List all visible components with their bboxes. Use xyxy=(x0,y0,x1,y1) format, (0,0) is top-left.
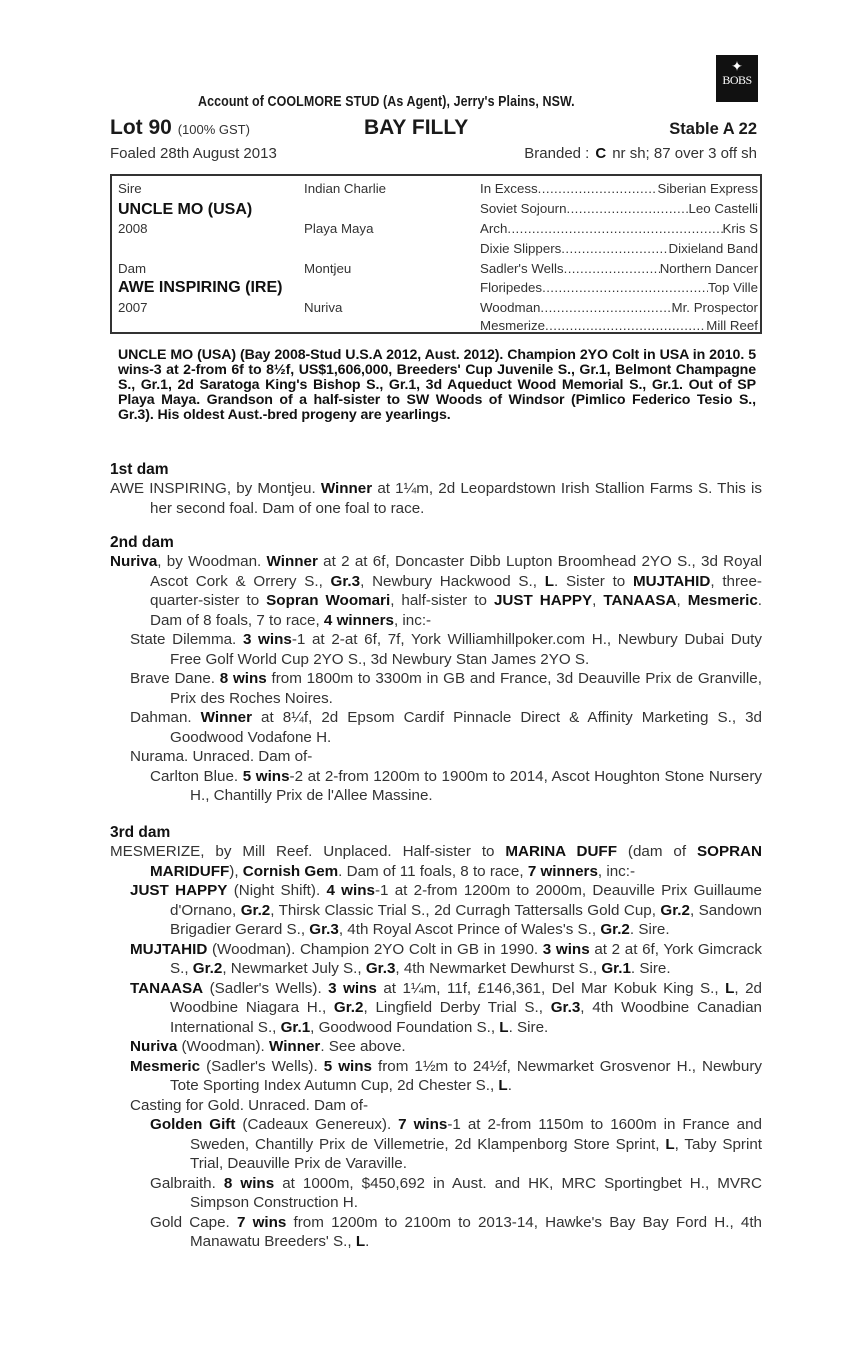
bold-text: MARINA DUFF xyxy=(505,843,617,860)
brand-text: nr sh; 87 over 3 off sh xyxy=(612,145,757,162)
leader-dots xyxy=(507,221,722,236)
bold-text: Gr.2 xyxy=(333,999,364,1016)
text: Brave Dane. xyxy=(130,670,220,687)
text: at 2 at 6f, York Gimcrack S., xyxy=(170,940,762,977)
grand-left: Sadler's Wells xyxy=(480,261,564,276)
bold-text: SOPRAN MARIDUFF xyxy=(150,843,762,880)
text: . Sire. xyxy=(508,1018,549,1036)
grand-right: Kris S xyxy=(722,221,758,236)
leader-dots xyxy=(566,201,688,216)
bold-text: MUJTAHID xyxy=(130,940,208,958)
grand-right: Northern Dancer xyxy=(659,261,758,276)
text: , Newmarket July S., xyxy=(222,960,366,977)
bold-text: 4 wins xyxy=(326,882,375,899)
sire-dam: Playa Maya xyxy=(304,221,374,236)
dam-paragraph xyxy=(110,479,762,518)
text: . xyxy=(365,1233,370,1250)
text: (Cadeaux Genereux). xyxy=(235,1116,399,1133)
text: Gold Cape. xyxy=(150,1213,237,1231)
dam-name: AWE INSPIRING (IRE) xyxy=(118,279,283,296)
bold-text: Winner xyxy=(200,709,253,726)
gst-note: (100% GST) xyxy=(177,122,250,137)
progeny-entry xyxy=(110,1096,762,1116)
grandparent-row xyxy=(480,261,758,276)
bold-text: Gr.2 xyxy=(600,921,630,938)
bold-text: JUST HAPPY xyxy=(130,882,228,899)
bold-text: TANAASA xyxy=(130,979,204,997)
progeny-entry xyxy=(110,669,762,708)
bold-text: Winner xyxy=(320,480,373,497)
progeny-entry xyxy=(110,940,762,979)
grand-right: Leo Castelli xyxy=(688,201,758,216)
grand-progeny-entry xyxy=(110,1213,762,1252)
text: , Lingfield Derby Trial S., xyxy=(363,999,551,1016)
bold-text: Gr.3 xyxy=(330,572,361,590)
grandparent-row xyxy=(480,241,758,256)
text: from 1800m to 3300m in GB and France, 3d Deauville Prix de Granville, Prix des Roches Noires. xyxy=(170,670,762,707)
leader-dots xyxy=(542,280,708,295)
grand-left: Arch xyxy=(480,221,508,236)
horse-description: BAY FILLY xyxy=(364,116,469,139)
text: Galbraith. xyxy=(150,1174,224,1192)
bold-text: 5 wins xyxy=(242,767,290,785)
sire-label: Sire xyxy=(118,181,142,196)
stable-location: Stable A 22 xyxy=(669,120,757,138)
text: , Thirsk Classic Trial S., 2d Curragh Tattersalls Gold Cup, xyxy=(270,901,661,919)
grand-right: Siberian Express xyxy=(657,181,758,196)
dam-sire: Montjeu xyxy=(304,261,352,276)
text: , Taby Sprint Trial, Deauville Prix de Varaville. xyxy=(190,1135,763,1172)
grand-progeny-entry xyxy=(110,1115,762,1174)
logo-name: BOBS xyxy=(722,73,752,87)
grandparent-row xyxy=(480,181,758,196)
bird-icon: ✦ xyxy=(731,58,743,74)
sire-name: UNCLE MO (USA) xyxy=(118,201,253,218)
section-heading: 2nd dam xyxy=(110,534,174,551)
grand-left: Floripedes xyxy=(480,280,543,295)
section-heading: 1st dam xyxy=(110,461,169,478)
leader-dots xyxy=(561,241,668,256)
grand-left: Mesmerize xyxy=(480,318,546,333)
bold-text: Golden Gift xyxy=(150,1116,236,1133)
text: State Dilemma. xyxy=(130,631,243,648)
text: , by Woodman. xyxy=(157,553,267,570)
text: . Sire. xyxy=(629,921,670,938)
first-dam-section xyxy=(110,460,762,518)
bold-text: Nuriva xyxy=(130,1038,178,1055)
sire-summary: UNCLE MO (USA) (Bay 2008-Stud U.S.A 2012, Aust. 2012). Champion 2YO Colt in USA in 2010. 5 wins-3 at 2-from 6f to 8½f, US$1,606,000, Breeders' Cup Juvenile S., Gr.1, Belmont Champagne S., Gr.1, 2d Saratoga King's Bishop S., Gr.1, 3d Aqueduct Wood Memorial S., Gr.1. Out of SP Playa Maya. Grandson of a half-sister to SW Woods of Windsor (Pimlico Federico Tesio S., Gr.3). His oldest Aust.-bred progeny are yearlings. xyxy=(118,347,756,423)
text: AWE INSPIRING, by Montjeu. xyxy=(110,480,321,497)
bold-text: Gr.2 xyxy=(240,901,271,919)
bold-text: 5 wins xyxy=(323,1057,372,1075)
bold-text: L xyxy=(544,572,555,590)
text: . Sire. xyxy=(630,960,671,977)
grandparent-row xyxy=(480,221,758,236)
bold-text: 7 wins xyxy=(398,1116,448,1133)
text: , Goodwood Foundation S., xyxy=(310,1018,500,1036)
bold-text: L xyxy=(725,979,735,997)
text: (Woodman). xyxy=(177,1038,269,1055)
grand-left: Woodman xyxy=(480,300,541,315)
text: . Sister to xyxy=(554,572,633,590)
grand-left: In Excess xyxy=(480,181,538,196)
text: , 4th Royal Ascot Prince of Wales's S., xyxy=(338,921,601,938)
text: at 1¼m, 2d Leopardstown Irish Stallion Farms S. This is her second foal. Dam of one foal to race. xyxy=(150,480,762,517)
grand-progeny-entry xyxy=(110,1174,762,1213)
lot-header xyxy=(110,116,762,140)
grand-right: Mill Reef xyxy=(706,318,758,333)
branding-info xyxy=(524,145,757,162)
text: , Sandown Brigadier Gerard S., xyxy=(170,901,762,938)
text: ), xyxy=(229,862,243,880)
text: -1 at 2-from 1200m to 2000m, Deauville Prix Guillaume d'Ornano, xyxy=(170,882,762,919)
text: Nurama. Unraced. Dam of- xyxy=(130,748,313,765)
bold-text: Winner xyxy=(266,553,318,570)
lot-label: Lot 90 xyxy=(110,116,172,139)
text: -1 at 2-at 6f, 7f, York Williamhillpoker.com H., Newbury Dubai Duty Free Golf World Cup 2YO S., 3d Newbury Stan James 2YO S. xyxy=(170,631,762,668)
grand-right: Top Ville xyxy=(707,280,758,295)
text: , 4th Newmarket Dewhurst S., xyxy=(395,960,602,977)
text: Dahman. xyxy=(130,709,201,726)
bold-text: 3 wins xyxy=(542,940,590,958)
text: -1 at 2-from 1150m to 1600m in France and Sweden, Chantilly Prix de Villemetrie, 2d Klampenborg Store Sprint, xyxy=(190,1116,762,1153)
bold-text: 7 winners xyxy=(527,862,598,880)
sire-year: 2008 xyxy=(118,221,148,236)
bold-text: 7 wins xyxy=(236,1213,287,1231)
brand-mark: C xyxy=(595,145,607,162)
text: Carlton Blue. xyxy=(150,767,243,785)
dam-year: 2007 xyxy=(118,300,148,315)
bold-text: Gr.2 xyxy=(192,960,223,977)
text: at 2 at 6f, Doncaster Dibb Lupton Broomhead 2YO S., 3d Royal Ascot Cork & Orrery S., xyxy=(150,553,762,590)
progeny-entry xyxy=(110,747,762,767)
second-dam-section xyxy=(110,533,762,806)
bold-text: Mesmeric xyxy=(130,1057,201,1075)
text: , inc:- xyxy=(393,611,432,629)
bold-text: TANAASA xyxy=(603,592,677,609)
dam-dam: Nuriva xyxy=(304,300,343,315)
leader-dots xyxy=(545,318,706,333)
text: MESMERIZE, by Mill Reef. Unplaced. Half-sister to xyxy=(110,843,506,860)
bold-text: Gr.3 xyxy=(365,960,396,977)
bold-text: 8 wins xyxy=(223,1174,275,1192)
grandparent-row xyxy=(480,201,758,216)
grand-left: Soviet Sojourn xyxy=(480,201,567,216)
text: from 1200m to 2100m to 2013-14, Hawke's Bay Bay Ford H., 4th Manawatu Breeders' S., xyxy=(190,1213,762,1250)
text: , half-sister to xyxy=(390,592,494,609)
leader-dots xyxy=(540,300,671,315)
section-heading: 3rd dam xyxy=(110,824,171,841)
leader-dots xyxy=(564,261,660,276)
grand-left: Dixie Slippers xyxy=(480,241,562,256)
bold-text: Gr.2 xyxy=(660,901,690,919)
text: . xyxy=(507,1077,512,1094)
grand-right: Mr. Prospector xyxy=(671,300,758,315)
bold-text: 3 wins xyxy=(328,979,377,997)
foaled-line xyxy=(110,145,762,162)
bold-text: L xyxy=(499,1018,509,1036)
leader-dots xyxy=(538,181,658,196)
bold-text: Gr.3 xyxy=(309,921,339,938)
progeny-entry xyxy=(110,1037,762,1057)
dam-paragraph xyxy=(110,552,762,630)
grand-right: Dixieland Band xyxy=(668,241,758,256)
text: at 1¼m, 11f, £146,361, Del Mar Kobuk King S., xyxy=(376,979,726,997)
bold-text: Sopran Woomari xyxy=(266,592,391,609)
foaled-date: Foaled 28th August 2013 xyxy=(110,145,277,162)
text: Casting for Gold. Unraced. Dam of- xyxy=(130,1096,369,1114)
branded-label: Branded : xyxy=(524,145,590,162)
text: (Night Shift). xyxy=(227,882,327,899)
text: . See above. xyxy=(320,1038,406,1055)
text: , inc:- xyxy=(597,862,636,880)
text: (dam of xyxy=(617,843,698,860)
dam-label: Dam xyxy=(118,261,147,276)
text: at 1000m, $450,692 in Aust. and HK, MRC Sportingbet H., MVRC Simpson Construction H. xyxy=(190,1174,762,1211)
sire-sire: Indian Charlie xyxy=(304,181,387,196)
bold-text: Gr.1 xyxy=(601,960,631,977)
progeny-entry xyxy=(110,630,762,669)
grand-progeny-entry xyxy=(110,767,762,806)
text: . Dam of 8 foals, 7 to race, xyxy=(150,592,762,629)
text: . Dam of 11 foals, 8 to race, xyxy=(338,862,528,880)
bold-text: Gr.1 xyxy=(280,1018,311,1036)
bold-text: Winner xyxy=(269,1038,321,1055)
bold-text: 4 winners xyxy=(323,611,394,629)
progeny-entry xyxy=(110,979,762,1038)
pedigree-table xyxy=(110,174,762,334)
text: from 1½m to 24½f, Newmarket Grosvenor H., Newbury Tote Sporting Index Autumn Cup, 2d Chester S., xyxy=(170,1057,762,1094)
text: , xyxy=(676,592,688,609)
text: , three-quarter-sister to xyxy=(150,572,762,609)
bobs-logo xyxy=(716,55,758,102)
text: , xyxy=(592,592,604,609)
text: , Newbury Hackwood S., xyxy=(360,572,545,590)
progeny-entry xyxy=(110,708,762,747)
bold-text: Gr.3 xyxy=(550,999,581,1016)
text: , 4th Woodbine Canadian International S., xyxy=(170,999,762,1036)
bold-text: Cornish Gem xyxy=(242,862,339,880)
text: (Sadler's Wells). xyxy=(200,1057,324,1075)
bold-text: L xyxy=(498,1077,508,1094)
bold-text: Mesmeric xyxy=(687,592,758,609)
text: , 2d Woodbine Niagara H., xyxy=(170,979,762,1016)
third-dam-section xyxy=(110,823,762,1252)
progeny-entry xyxy=(110,881,762,940)
lot-number xyxy=(110,116,250,140)
progeny-entry xyxy=(110,1057,762,1096)
grandparent-row xyxy=(480,300,758,315)
text: at 8¼f, 2d Epsom Cardif Pinnacle Direct & Affinity Marketing S., 3d Goodwood Vodafone H. xyxy=(170,709,762,746)
text: (Sadler's Wells). xyxy=(203,979,329,997)
grandparent-row xyxy=(480,318,758,333)
text: -2 at 2-from 1200m to 1900m to 2014, Ascot Houghton Stone Nursery H., Chantilly Prix de l'Allee Massine. xyxy=(190,767,762,804)
vendor-account: Account of COOLMORE STUD (As Agent), Jerry's Plains, NSW. xyxy=(198,94,575,110)
text: (Woodman). Champion 2YO Colt in GB in 1990. xyxy=(207,940,543,958)
bold-text: L xyxy=(665,1135,675,1153)
bold-text: MUJTAHID xyxy=(633,572,711,590)
bold-text: 8 wins xyxy=(219,670,267,687)
bold-text: 3 wins xyxy=(242,631,292,648)
bold-text: Nuriva xyxy=(110,553,158,570)
grandparent-row xyxy=(480,280,758,295)
bold-text: L xyxy=(355,1233,366,1250)
bold-text: JUST HAPPY xyxy=(493,592,593,609)
dam-paragraph xyxy=(110,842,762,881)
